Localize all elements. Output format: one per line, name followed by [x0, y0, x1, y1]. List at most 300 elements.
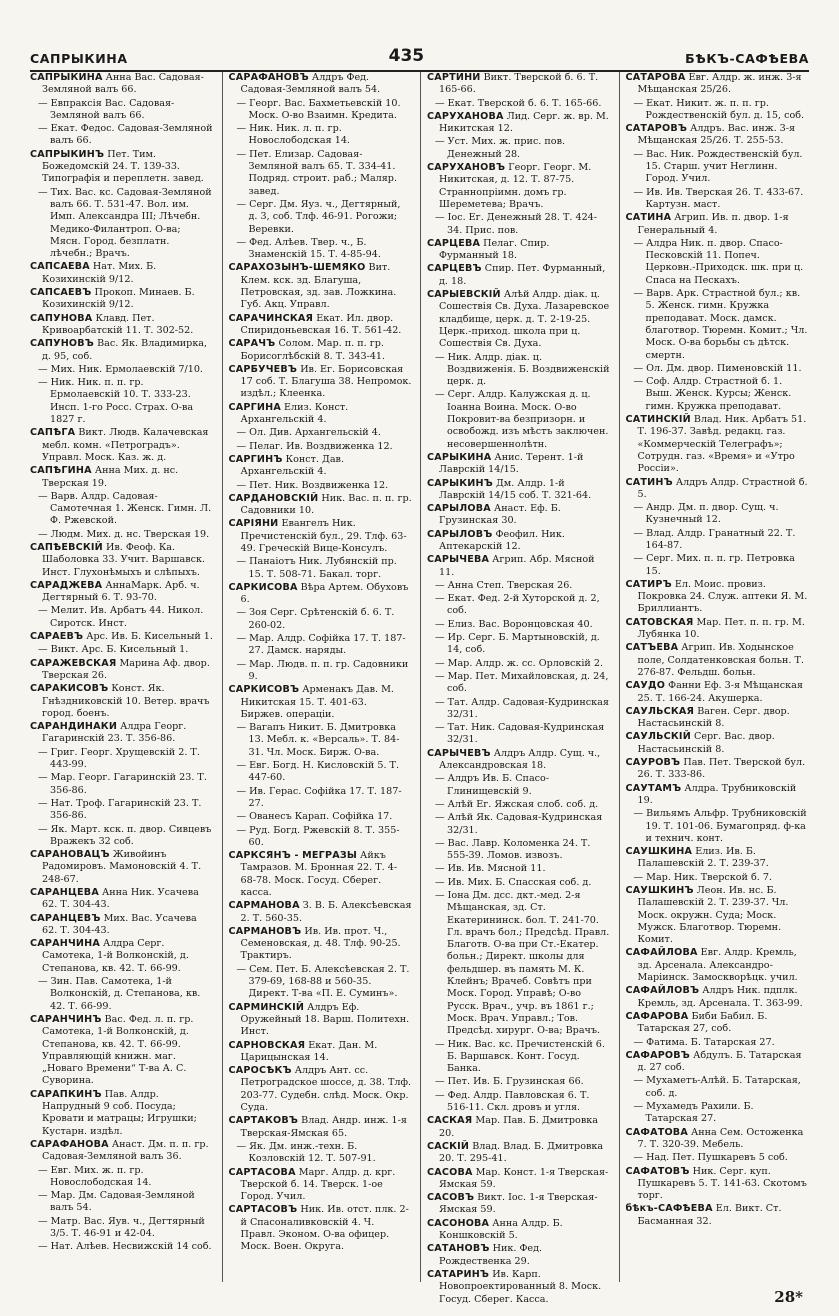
entry-details: — Варв. Алдр. Садовая-Самотечная 1. Женск. Гимн. Л. Ф. Ржевской.: [38, 490, 212, 527]
directory-entry: [626, 72, 810, 97]
entry-details: Солом. Мар. п. п. гр. Борисоглѣбскій 8. Т. 343-41.: [240, 338, 386, 362]
directory-entry: [626, 414, 810, 475]
entry-details: Вит. Клем. кск. зд. Благуша, Петровская, зд. зав. Ложкина. Губ. Акц. Управл.: [240, 262, 397, 311]
directory-entry: [30, 824, 214, 849]
entry-details: — Екат. Фед. 2-й Хуторской д. 2, соб.: [435, 593, 600, 617]
directory-entry: [30, 542, 214, 579]
entry-details: Ник. Серг. куп. Пушкаревъ 5. Т. 141-63. Скотомъ торг.: [637, 1165, 807, 1202]
entry-surname: САРЫКИНЪ: [427, 477, 493, 489]
entry-details: — Мар. Пет. Михайловская, д. 24, соб.: [435, 670, 609, 695]
entry-surname: САРАФАНОВЪ: [228, 72, 309, 83]
entry-details: Влад. Ник. Арбатъ 51. Т. 196-37. Завѣд. редакц. газ. «Коммерческій Телеграфъ»; Сотрудн. газ. «Время» и «Утро Россіи».: [637, 414, 807, 475]
entry-surname: САПѢГИНА: [30, 465, 92, 477]
directory-entry: [30, 313, 214, 338]
entry-details: Мар. Конст. 1-я Тверская-Ямская 59.: [439, 1166, 609, 1190]
entry-details: Алдръ Еф. Оружейный 18. Варш. Политехн. Инст.: [240, 1001, 410, 1038]
entry-details: — Алѣй Ег. Яжская слоб. соб. д.: [435, 798, 599, 810]
entry-surname: САФАТОВЪ: [625, 1165, 690, 1177]
entry-details: Алдръ Ник. пдплк. Кремль, зд. Арсенала. Т. 363-99.: [637, 985, 803, 1009]
entry-surname: САРАДЖЕВА: [30, 579, 103, 591]
entry-details: Евг. Алдр. Кремль, зд. Арсенала. Александро-Маріинск. Замоскворѣцк. учил.: [637, 947, 798, 984]
directory-entry: [229, 811, 413, 823]
entry-surname: САУЛЬСКАЯ: [625, 705, 695, 717]
entry-details: — Руд. Богд. Ржевскій 8. Т. 355-60.: [236, 824, 400, 848]
directory-entry: [427, 72, 611, 97]
directory-entry: [626, 553, 810, 578]
entry-details: Конст. Дав. Архангельскій 4.: [240, 453, 344, 478]
directory-entry: [427, 1115, 611, 1140]
entry-details: — Соф. Алдр. Страстной б. 1. Выш. Женск. Курсы; Женск. гимн. Кружка преподават.: [633, 376, 792, 412]
directory-entry: [427, 799, 611, 811]
entry-surname: САСОНОВА: [427, 1217, 490, 1229]
directory-entry: [30, 72, 214, 97]
entry-details: Абдулъ. Б. Татарская д. 27 соб.: [637, 1049, 802, 1074]
entry-details: — Евпраксія Вас. Садовая-Земляной валъ 66.: [38, 97, 175, 121]
entry-surname: САРУХАНОВЪ: [427, 162, 506, 174]
directory-entry: [229, 607, 413, 632]
entry-details: Марина Аф. двор. Тверская 26.: [42, 657, 210, 681]
entry-details: — Людм. Мих. д. нс. Тверская 19.: [38, 528, 210, 540]
entry-surname: САФАТОВА: [625, 1126, 688, 1138]
entry-details: — Ив. Мих. Б. Спасская соб. д.: [435, 876, 592, 888]
entry-surname: САПСАЕВЪ: [30, 287, 92, 299]
entry-details: Ел. Моис. провиз. Покровка 24. Служ. аптеки Я. М. Бриллиантъ.: [637, 578, 808, 615]
directory-entry: [626, 477, 810, 502]
directory-entry: [229, 480, 413, 492]
entry-details: — Панаіотъ Ник. Лубянскій пр. 15. Т. 508-71. Бакал. торг.: [236, 556, 397, 580]
entry-surname: САРГИНА: [228, 401, 281, 413]
directory-entry: [427, 863, 611, 875]
directory-entry: [626, 808, 810, 845]
directory-entry: [30, 491, 214, 528]
entry-surname: САРТАСОВЪ: [228, 1204, 298, 1216]
entry-details: — Ол. Див. Архангельскій 4.: [236, 427, 381, 439]
directory-entry: [30, 976, 214, 1013]
entry-details: — Ник. Ник. п. п. гр. Ермолаевскій 10. Т. 333-23. Инсп. 1-го Росс. Страх. О-ва 1827 г.: [38, 377, 194, 426]
entry-details: Алдра Георг. Гагаринскій 23. Т. 356-86.: [42, 721, 187, 745]
directory-entry: [427, 1218, 611, 1243]
directory-entry: [626, 1203, 810, 1228]
directory-entry: [30, 938, 214, 975]
directory-entry: [427, 111, 611, 136]
entry-details: Алдръ Алдр. Сущ. ч., Александровская 18.: [439, 747, 601, 772]
entry-details: Евангелъ Ник. Пречистенскій бул., 29. Тлф. 63-49. Греческій Вице-Консулъ.: [240, 518, 407, 554]
directory-entry: [626, 1075, 810, 1100]
entry-details: Екат. Дан. М. Царицынская 14.: [240, 1039, 378, 1063]
entry-details: — Мар. Людв. п. п. гр. Садовники 9.: [236, 658, 409, 682]
directory-entry: [626, 706, 810, 731]
directory-entry: [427, 877, 611, 889]
entry-details: — Ник. Алдр. діак. ц. Воздвиженія. Б. Воздвиженскій церк. д.: [435, 351, 610, 388]
entry-details: — Викт. Арс. Б. Кисельный 1.: [38, 644, 189, 656]
entry-surname: САРАЧИНСКАЯ: [228, 312, 314, 324]
directory-entry: [30, 913, 214, 938]
entry-details: Агрип. Абр. Мясной 11.: [439, 554, 595, 578]
running-head-right: БѢКЪ-САФѢЕВА: [685, 51, 809, 66]
entry-details: — Пет. Елизар. Садовая-Земляной валъ 65. Т. 334-41. Подряд. строит. раб.; Маляр. завед.: [236, 148, 397, 197]
directory-entry: [229, 427, 413, 439]
directory-entry: [30, 1216, 214, 1241]
entry-surname: САРЫЛОВА: [427, 503, 491, 515]
entry-details: — Елиз. Вас. Воронцовская 40.: [435, 618, 593, 630]
entry-details: Спир. Пет. Фурманный, д. 18.: [439, 263, 606, 287]
directory-entry: [30, 465, 214, 490]
entry-details: Агрип. Ив. Ходынское поле, Солдатенковская больн. Т. 276-87. Фельдш. больн.: [637, 642, 804, 678]
entry-details: — Екат. Тверской б. 6. Т. 165-66.: [435, 97, 602, 109]
directory-entry: [427, 580, 611, 592]
entry-surname: САТОВСКАЯ: [625, 616, 694, 628]
column-2: [222, 72, 413, 1282]
entry-details: Анна Мих. д. нс. Тверская 19.: [42, 465, 179, 489]
directory-entry: [30, 798, 214, 823]
directory-entry: [229, 1040, 413, 1065]
directory-entry: [626, 1050, 810, 1075]
directory-entry: [427, 773, 611, 798]
entry-details: — Тих. Вас. кс. Садовая-Земляной валъ 66. Т. 531-47. Вол. им. Имп. Александра III; Лѣчебн. Медико-Филантроп. О-ва; Мясн. Город. безплатн. лѣчебн.; Врачъ.: [38, 186, 212, 260]
column-4: [619, 72, 810, 1282]
entry-details: — Алдра Ник. п. двор. Спасо-Песковскій 11. Попеч. Церковн.-Приходск. шк. при ц. Спаса на Пескахъ.: [633, 237, 804, 286]
entry-details: Вас. Як. Владимирка, д. 95, соб.: [42, 338, 208, 362]
entry-details: З. В. Б. Алексѣевская 2. Т. 560-35.: [240, 900, 412, 924]
directory-entry: [229, 582, 413, 607]
entry-details: Алдръ. Вас. инж. 3-я Мѣщанская 25/26. Т. 255-53.: [637, 123, 796, 147]
entry-surname: САПРЫКИНА: [30, 72, 103, 83]
directory-entry: [30, 427, 214, 464]
column-3: [420, 72, 611, 1305]
directory-entry: [626, 985, 810, 1010]
entry-details: Мар. Пет. п. п. гр. М. Лубянка 10.: [637, 616, 805, 641]
directory-entry: [427, 478, 611, 503]
directory-entry: [427, 136, 611, 161]
entry-details: — Як. Март. кск. п. двор. Сивцевъ Вражекъ 32 соб.: [38, 823, 212, 847]
entry-surname: САТИНЪ: [625, 476, 673, 488]
entry-details: — Тат. Алдр. Садовая-Кудринская 32/31.: [435, 696, 609, 720]
directory-entry: [427, 1090, 611, 1115]
directory-entry: [30, 98, 214, 123]
entry-details: — Ник. Ник. л. п. гр. Новослободская 14.: [236, 123, 350, 147]
entry-details: — Андр. Дм. п. двор. Сущ. ч. Кузнечный 12.: [633, 502, 779, 526]
entry-surname: САТИНСКІЙ: [625, 414, 691, 426]
directory-entry: [427, 748, 611, 773]
directory-entry: [626, 187, 810, 212]
entry-surname: САРІЯНИ: [228, 518, 279, 530]
directory-entry: [229, 850, 413, 899]
directory-entry: [30, 849, 214, 886]
entry-surname: САРТАСОВА: [228, 1166, 296, 1178]
entry-details: Дм. Алдр. 1-й Лаврскій 14/15 соб. Т. 321-64.: [439, 477, 592, 501]
directory-entry: [229, 659, 413, 684]
entry-surname: САСОВЪ: [427, 1192, 475, 1204]
directory-entry: [229, 926, 413, 963]
entry-surname: САРАНЧИНА: [30, 938, 100, 950]
entry-surname: САПѢГА: [30, 427, 76, 439]
entry-details: — Вильямъ Альфр. Трубниковскій 19. Т. 101-06. Бумагопряд. ф-ка и технич. конт.: [633, 808, 807, 844]
entry-details: Пет. Тим. Божедомскій 24. Т. 139-33. Типографія и переплетн. завед.: [42, 148, 204, 185]
directory-entry: [427, 632, 611, 657]
directory-entry: [30, 123, 214, 148]
entry-surname: САУРОВЪ: [625, 757, 681, 769]
directory-entry: [229, 518, 413, 555]
entry-surname: САРАНОВАЦЪ: [30, 849, 110, 861]
entry-details: — Алдръ Ив. Б. Спасо-Глинищевскій 9.: [435, 773, 550, 797]
entry-details: — Ник. Вас. кс. Пречистенскій 6. Б. Варшавск. Конт. Госуд. Банка.: [435, 1038, 605, 1075]
entry-details: Пав. Алдр. Напрудный 9 соб. Посуда; Кровати и матрацы; Игрушки; Кустарн. издѣл.: [42, 1088, 197, 1137]
directory-entry: [427, 1243, 611, 1268]
directory-entry: [229, 454, 413, 479]
entry-details: Живойинъ Радомировъ. Мамоновскій 4. Т. 248-67.: [42, 849, 202, 885]
entry-surname: САРУХАНОВА: [427, 110, 504, 122]
entry-details: Леон. Ив. нс. Б. Палашевскій 2. Т. 239-37. Чл. Моск. окружн. Суда; Моск. Мужск. Благотвор. Тюремн. Комит.: [637, 885, 789, 946]
entry-details: — Зин. Пав. Самотека, 1-й Волконскій, д. Степанова, кв. 42. Т. 66-99.: [38, 976, 201, 1012]
entry-details: — Нат. Троф. Гагаринскій 23. Т. 356-86.: [38, 797, 202, 822]
directory-entry: [229, 493, 413, 518]
entry-details: — Мухамедъ Рахили. Б. Татарская 27.: [633, 1101, 754, 1125]
directory-entry: [229, 1167, 413, 1204]
entry-surname: САРКСЯНЪ - МЕГРАЗЫ: [228, 850, 357, 862]
entry-surname: САТАРОВЪ: [625, 123, 688, 135]
directory-entry: [427, 1269, 611, 1306]
directory-entry: [30, 580, 214, 605]
entry-details: Ив. Ив. прот. Ч., Семеновская, д. 48. Тлф. 90-25. Трактиръ.: [240, 925, 401, 962]
directory-entry: [427, 619, 611, 631]
entry-details: Влад. Влад. Б. Дмитровка 20. Т. 295-41.: [439, 1140, 604, 1165]
entry-details: — Мар. Алдр. Софійка 17. Т. 187-27. Дамск. наряды.: [236, 633, 406, 657]
directory-entry: [30, 658, 214, 683]
entry-details: — Фатима. Б. Татарская 27.: [633, 1036, 775, 1048]
directory-entry: [229, 262, 413, 311]
directory-entry: [30, 887, 214, 912]
directory-entry: [427, 722, 611, 747]
directory-entry: [427, 238, 611, 263]
entry-surname: САРАЕВЪ: [30, 631, 84, 643]
directory-entry: [229, 72, 413, 97]
entry-details: Ив. Карп. Новопроектированный 8. Моск. Госуд. Сберег. Касса.: [439, 1268, 602, 1305]
entry-surname: САРМИНСКІЙ: [228, 1001, 305, 1013]
directory-entry: [626, 1166, 810, 1203]
entry-details: Алдра. Трубниковскій 19.: [637, 782, 797, 806]
entry-surname: САРАНЦЕВЪ: [30, 912, 101, 924]
directory-entry: [427, 212, 611, 237]
entry-surname: САПУНОВЪ: [30, 338, 95, 350]
directory-entry: [30, 1139, 214, 1164]
entry-details: — Вас. Ник. Рождественскій бул. 15. Старш. учит Неглинн. Город. Учил.: [633, 148, 803, 185]
entry-surname: САТЪЕВА: [625, 642, 679, 654]
entry-surname: САРЫЧЕВА: [427, 554, 490, 566]
entry-surname: САРАХОЗЫНЪ-ШЕМЯКО: [228, 262, 366, 274]
directory-entry: [30, 1241, 214, 1253]
directory-entry: [30, 287, 214, 312]
entry-details: Мих. Вас. Усачева 62. Т. 304-43.: [42, 912, 197, 936]
entry-surname: САРАФАНОВА: [30, 1138, 109, 1150]
entry-details: — Зоя Серг. Срѣтенскій б. 6. Т. 260-02.: [236, 607, 395, 631]
directory-entry: [427, 98, 611, 110]
entry-surname: САФАРОВА: [625, 1010, 689, 1022]
entry-details: — Мих. Ник. Ермолаевскій 7/10.: [38, 363, 203, 375]
entry-surname: САПРЫКИНЪ: [30, 148, 105, 160]
directory-entry: [427, 263, 611, 288]
entry-details: Биби Бабил. Б. Татарская 27, соб.: [637, 1010, 768, 1035]
entry-details: — Іос. Ег. Денежный 28. Т. 424-34. Прис. пов.: [435, 212, 598, 236]
entry-details: Вас. Фед. л. п. гр. Самотека, 1-й Волконскій, д. Степанова, кв. 42. Т. 66-99. Управляющій книжн. маг. „Новаго Времени“ Т-ва А. С. Суворина.: [42, 1013, 194, 1087]
entry-surname: САФАЙЛОВЪ: [625, 985, 700, 997]
entry-surname: САРАПКИНЪ: [30, 1088, 102, 1100]
directory-entry: [30, 631, 214, 643]
entry-details: Вѣра Артем. Обуховъ 6.: [240, 581, 409, 606]
entry-details: Пав. Пет. Тверской бул. 26. Т. 333-86.: [637, 757, 806, 781]
entry-surname: САРАЧЪ: [228, 338, 276, 350]
entry-surname: САСОВА: [427, 1166, 473, 1178]
directory-entry: [229, 1141, 413, 1166]
entry-surname: САФАЙЛОВА: [625, 947, 698, 959]
directory-entry: [626, 872, 810, 884]
directory-entry: [427, 503, 611, 528]
directory-entry: [30, 747, 214, 772]
directory-entry: [229, 633, 413, 658]
directory-entry: [427, 1192, 611, 1217]
entry-details: Анаст. Дм. п. п. гр. Садовая-Земляной валъ 36.: [42, 1138, 209, 1163]
directory-entry: [427, 352, 611, 389]
directory-entry: [626, 149, 810, 186]
entry-details: — Екат. Федос. Садовая-Земляной валъ 66.: [38, 123, 213, 147]
entry-details: — Пет. Ив. Б. Грузинская 66.: [435, 1076, 584, 1088]
entry-details: — Серг. Мих. п. п. гр. Петровка 15.: [633, 553, 795, 577]
entry-surname: САТАНОВЪ: [427, 1243, 490, 1255]
directory-entry: [427, 1039, 611, 1076]
directory-entry: [229, 556, 413, 581]
entry-surname: САРЫКИНА: [427, 451, 492, 463]
entry-surname: САРАНЧИНЪ: [30, 1013, 102, 1025]
entry-details: — Нат. Алѣев. Несвижскій 14 соб.: [38, 1241, 212, 1253]
entry-surname: САРТИНИ: [427, 72, 481, 83]
directory-entry: [30, 187, 214, 261]
entry-details: — Мухаметъ-Алѣй. Б. Татарская, соб. д.: [633, 1075, 801, 1099]
entry-surname: САФАРОВЪ: [625, 1049, 691, 1061]
directory-entry: [427, 162, 611, 211]
entry-details: Прокоп. Минаев. Б. Козихинскій 9/12.: [42, 287, 195, 311]
entry-details: — Над. Пет. Пушкаревъ 5 соб.: [633, 1152, 788, 1164]
entry-details: Ник. Вас. п. п. гр. Садовники 10.: [240, 492, 412, 517]
entry-details: Георг. Георг. М. Никитская, д. 12. Т. 87-75. Страннопріимн. домъ гр. Шереметева; Врачъ.: [439, 162, 592, 210]
directory-entry: [427, 1141, 611, 1166]
entry-details: Марг. Алдр. д. крг. Тверской б. 14. Тверск. 1-ое Город. Учил.: [240, 1166, 396, 1203]
entry-surname: САТИРЪ: [625, 578, 672, 590]
entry-details: Серг. Вас. двор. Настасьинскій 8.: [637, 731, 775, 755]
directory-entry: [30, 338, 214, 363]
entry-details: Ив. Ег. Борисовская 17 соб. Т. Благуша 38. Непромок. издѣл.; Клеенка.: [240, 363, 412, 400]
entry-details: Евг. Алдр. ж. инж. 3-я Мѣщанская 25/26.: [637, 72, 802, 96]
entry-details: Конст. Як. Гнѣздниковскій 10. Ветер. врачъ город. боенъ.: [42, 683, 210, 719]
entry-details: Анна Ник. Усачева 62. Т. 304-43.: [42, 887, 199, 911]
directory-entry: [427, 289, 611, 350]
directory-entry: [626, 212, 810, 237]
directory-entry: [229, 1115, 413, 1140]
directory-entry: [427, 697, 611, 722]
entry-details: Анна Сем. Остоженка 7. Т. 320-39. Мебель.: [637, 1126, 804, 1150]
entry-details: Алѣй Алдр. діак. ц. Сошествія Св. Духа. Лазаревское кладбище, церк. д. Т. 2-19-25. Церк.-приход. школа при ц. Сошествія Св. Духа.: [439, 289, 610, 350]
entry-details: Ваген. Серг. двор. Настасьинскій 8.: [637, 705, 790, 730]
entry-surname: бѣкъ-САФѢЕВА: [625, 1203, 713, 1215]
entry-details: Арс. Ив. Б. Кисельный 1.: [83, 631, 213, 643]
entry-surname: САРНОВСКАЯ: [228, 1039, 306, 1051]
directory-entry: [626, 1127, 810, 1152]
signature-mark: 28*: [774, 1288, 803, 1306]
entry-details: Арменакъ Дав. М. Никитская 15. Т. 401-63. Биржев. операціи.: [240, 684, 394, 720]
entry-details: — Ир. Серг. Б. Мартыновскій, д. 14, соб.: [435, 632, 600, 656]
entry-details: Викт. Іос. 1-я Тверская-Ямская 59.: [439, 1192, 598, 1216]
directory-entry: [30, 1014, 214, 1088]
directory-entry: [30, 605, 214, 630]
entry-surname: САРЫЧЕВЪ: [427, 747, 491, 759]
entry-surname: САПУНОВА: [30, 312, 93, 324]
entry-details: — Ив. Ив. Тверская 26. Т. 433-67. Картузн. маст.: [633, 186, 804, 210]
entry-details: — Тат. Ник. Садовая-Кудринская 32/31.: [435, 722, 605, 746]
entry-details: — Екат. Никит. ж. п. п. гр. Рождественскій бул. д. 15, соб.: [633, 97, 805, 121]
entry-details: Агрип. Ив. п. двор. 1-я Генеральный 4.: [637, 212, 789, 236]
entry-details: — Ив. Ив. Мясной 11.: [435, 863, 546, 875]
entry-details: Нат. Мих. Б. Козихинскій 9/12.: [42, 261, 157, 285]
entry-details: — Георг. Вас. Бахметьевскій 10. Моск. О-во Взаимн. Кредита.: [236, 97, 401, 121]
entry-details: — Алѣй Як. Садовая-Кудринская 32/31.: [435, 812, 603, 836]
directory-entry: [229, 1065, 413, 1114]
directory-entry: [30, 1089, 214, 1138]
entry-details: — Влад. Алдр. Гранатный 22. Т. 164-87.: [633, 527, 796, 551]
entry-details: — Анна Степ. Тверская 26.: [435, 579, 573, 591]
entry-surname: САУШКИНЪ: [625, 885, 694, 896]
directory-entry: [30, 772, 214, 797]
entry-details: — Як. Дм. инж.-техн. Б. Козловскій 12. Т. 507-91.: [236, 1140, 376, 1165]
directory-entry: [626, 731, 810, 756]
entry-surname: САРКИСОВА: [228, 581, 298, 593]
entry-details: — Мар. Ник. Тверской б. 7.: [633, 871, 773, 883]
directory-entry: [229, 786, 413, 811]
entry-surname: САРОСѢКЪ: [228, 1065, 292, 1077]
entry-surname: САТАРИНЪ: [427, 1268, 490, 1280]
entry-surname: САТАРОВА: [625, 72, 686, 83]
entry-details: Анис. Терент. 1-й Лаврскій 14/15.: [439, 451, 584, 476]
entry-details: Алдръ Алдр. Страстной б. 5.: [637, 476, 808, 500]
directory-entry: [229, 760, 413, 785]
entry-details: АннаМарк. Арб. ч. Дегтярный 6. Т. 93-70.: [42, 579, 200, 604]
entry-surname: САРАНЦЕВА: [30, 887, 99, 898]
entry-details: — Пелаг. Ив. Воздвиженка 12.: [236, 440, 393, 452]
entry-details: Феофил. Ник. Аптекарскій 12.: [439, 528, 565, 552]
directory-entry: [229, 1204, 413, 1253]
entry-details: Алдра Серг. Самотека, 1-й Волконскій, д. Степанова, кв. 42. Т. 66-99.: [42, 938, 189, 974]
directory-entry: [626, 680, 810, 705]
entry-details: Влад. Андр. инж. 1-я Тверская-Ямская 65.: [240, 1115, 407, 1139]
directory-entry: [626, 617, 810, 642]
entry-details: Ел. Викт. Ст. Басманная 32.: [637, 1203, 782, 1227]
directory-entry: [30, 1165, 214, 1190]
entry-surname: САРМАНОВЪ: [228, 925, 302, 937]
directory-entry: [229, 964, 413, 1001]
directory-entry: [626, 1011, 810, 1036]
directory-entry: [626, 947, 810, 984]
directory-entry: [229, 338, 413, 363]
directory-entry: [626, 1101, 810, 1126]
directory-entry: [427, 389, 611, 450]
directory-entry: [427, 1076, 611, 1088]
entry-details: Ник. Ив. отст. плк. 2-й Спасоналивковскій 4. Ч. Правл. Эконом. О-ва офицер. Моск. Воен. Округа.: [240, 1204, 409, 1253]
entry-details: Ив. Феоф. Ка. Шаболовка 33. Учит. Варшавск. Инст. Глухонѣмыхъ и слѣпыхъ.: [42, 541, 206, 578]
directory-entry: [229, 149, 413, 198]
directory-entry: [30, 644, 214, 656]
directory-entry: [30, 364, 214, 376]
directory-entry: [229, 684, 413, 721]
directory-entry: [30, 721, 214, 746]
directory-entry: [229, 98, 413, 123]
entry-details: — Сем. Пет. Б. Алексѣевская 2. Т. 379-69, 168-88 и 560-35. Директ. Т-ва «П. Е. Суминъ».: [236, 963, 410, 1000]
